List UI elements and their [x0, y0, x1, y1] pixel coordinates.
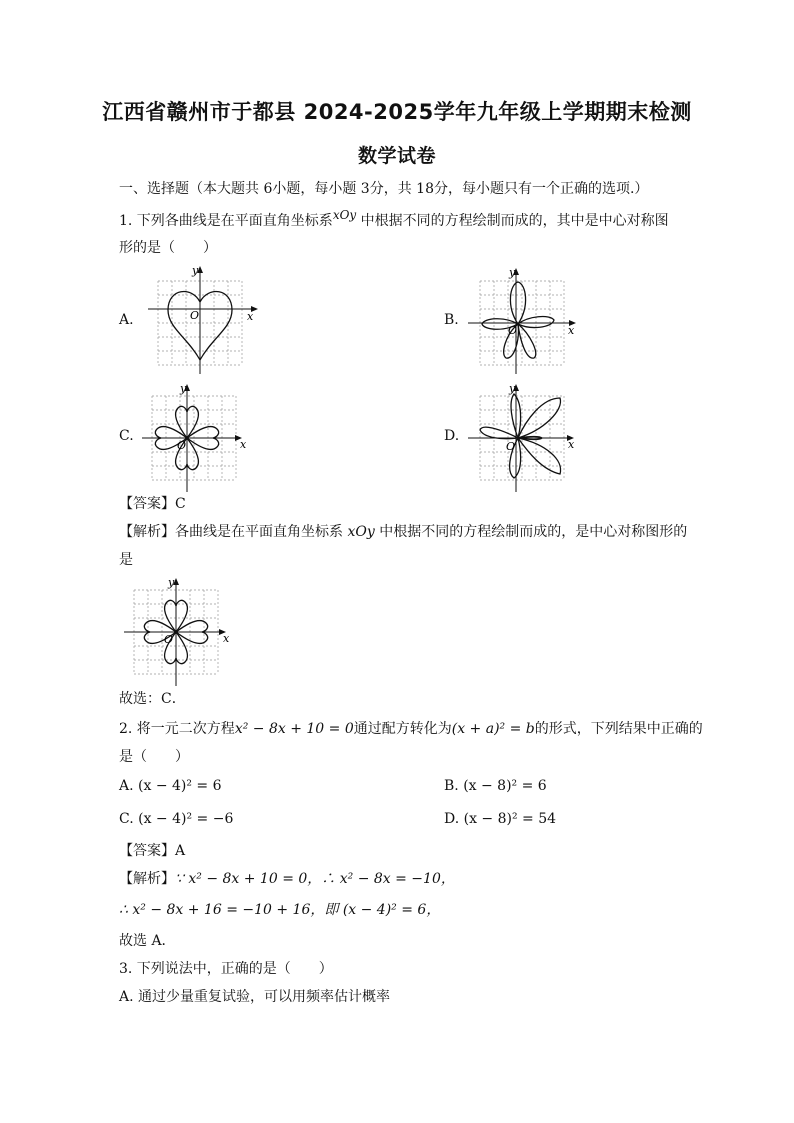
- q1-option-b-label: B.: [444, 312, 459, 328]
- q2-option-d: D. (x − 8)² = 54: [444, 811, 557, 827]
- x-label: x: [223, 632, 230, 645]
- q1-analysis-part-a: 【解析】各曲线是在平面直角坐标系: [119, 524, 343, 540]
- q2-analysis-line-1: [119, 869, 455, 889]
- origin-label: O: [177, 439, 187, 452]
- question-3-stem: 3. 下列说法中，正确的是（ ）: [119, 961, 333, 977]
- q1-stem-part-b: 中根据不同的方程绘制而成的，其中是中心对称图: [360, 213, 669, 229]
- q2-target-form: (x + a)² = b: [451, 721, 535, 737]
- q1-option-d-label: D.: [444, 428, 460, 444]
- question-1-stem: [119, 208, 669, 231]
- flower-petals: [482, 282, 554, 358]
- document-title: 江西省赣州市于都县 2024-2025学年九年级上学期期末检测: [102, 100, 692, 124]
- q2-analysis-label: 【解析】: [119, 871, 175, 887]
- q1-analysis-figure-clover: [124, 574, 236, 686]
- y-label: y: [192, 264, 199, 277]
- q2-stem-part-a: 2. 将一元二次方程: [119, 721, 235, 737]
- y-label: y: [168, 576, 175, 589]
- q1-conclusion: 故选：C．: [119, 691, 186, 707]
- q2-analysis-step-1: ∵ x² − 8x + 10 = 0，∴ x² − 8x = −10，: [175, 871, 455, 887]
- q1-coord-system: xOy: [332, 208, 357, 222]
- q1-stem-part-a: 1. 下列各曲线是在平面直角坐标系: [119, 213, 333, 229]
- q1-option-c-label: C.: [119, 428, 134, 444]
- question-2-stem: [119, 719, 703, 739]
- q2-stem-part-c: 的形式，下列结果中正确的: [534, 721, 703, 737]
- q2-stem-part-b: 通过配方转化为: [353, 721, 452, 737]
- x-label: x: [240, 438, 247, 451]
- q1-figure-b-flower: [468, 264, 580, 376]
- x-label: x: [568, 438, 575, 451]
- q1-figure-d-leaves: [468, 380, 580, 492]
- x-label: x: [568, 324, 575, 337]
- q2-analysis-line-2: [119, 900, 440, 920]
- q1-figure-c-clover: [142, 380, 254, 492]
- y-label: y: [180, 382, 187, 395]
- q1-analysis: [119, 522, 687, 542]
- q2-answer: 【答案】A: [119, 843, 186, 859]
- section-heading: 一、选择题（本大题共 6小题，每小题 3分，共 18分，每小题只有一个正确的选项.）: [119, 181, 649, 197]
- q2-option-c: C. (x − 4)² = −6: [119, 811, 234, 827]
- q1-analysis-part-b: 中根据不同的方程绘制而成的，是中心对称图形的: [379, 524, 688, 540]
- q1-option-a-label: A.: [119, 312, 134, 328]
- leaf-curves: [480, 394, 561, 478]
- x-label: x: [247, 310, 254, 323]
- question-1-stem-cont: 形的是（ ）: [119, 240, 217, 256]
- q1-analysis-coord: xOy: [347, 524, 375, 540]
- origin-label: O: [508, 324, 518, 337]
- q1-answer: 【答案】C: [119, 496, 186, 512]
- q1-analysis-cont: 是: [119, 552, 133, 568]
- y-label: y: [509, 266, 516, 279]
- q2-conclusion: 故选 A．: [119, 933, 176, 949]
- y-label: y: [509, 382, 516, 395]
- origin-label: O: [506, 440, 516, 453]
- q2-analysis-step-2: ∴ x² − 8x + 16 = −10 + 16，即 (x − 4)² = 6，: [119, 902, 441, 918]
- question-2-stem-cont: 是（ ）: [119, 749, 189, 765]
- origin-label: O: [190, 309, 200, 322]
- q1-figure-a-heart: [148, 262, 260, 374]
- q2-option-b: B. (x − 8)² = 6: [444, 778, 547, 794]
- document-subtitle: 数学试卷: [357, 145, 436, 167]
- q2-option-a: A. (x − 4)² = 6: [119, 778, 222, 794]
- origin-label: O: [164, 633, 174, 646]
- q2-equation: x² − 8x + 10 = 0: [234, 721, 354, 737]
- q3-option-a: A. 通过少量重复试验，可以用频率估计概率: [119, 989, 391, 1005]
